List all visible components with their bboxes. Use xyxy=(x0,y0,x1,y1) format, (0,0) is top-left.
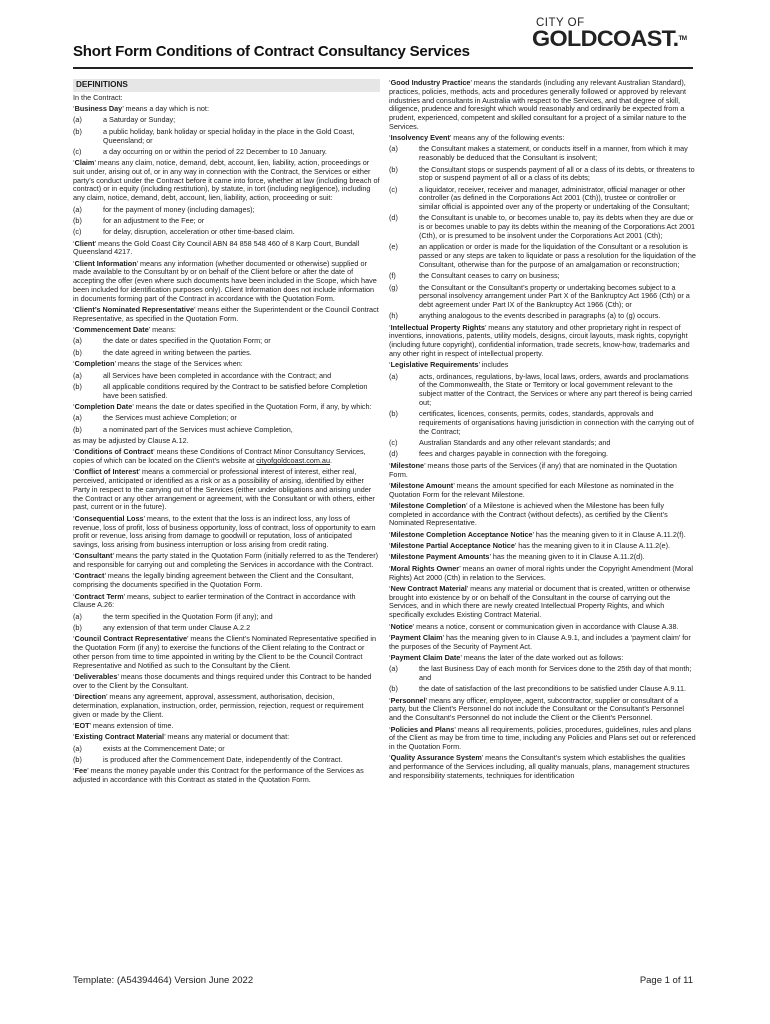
definition-term: Consultant xyxy=(74,551,113,561)
definition-text: ’ means, subject to earlier termination of the Contract in accordance with Clause A.26: xyxy=(73,591,356,610)
definition-milestone-amount: ‘Milestone Amount’ means the amount specified for each Milestone as nominated in the Quotation Form for the relevant Milestone. xyxy=(389,480,674,499)
definition-term: Payment Claim Date xyxy=(390,652,461,662)
list-text: the date of satisfaction of the last preconditions to be satisfied under Clause A.9.11. xyxy=(419,684,687,694)
definition-term: Policies and Plans xyxy=(390,724,455,734)
definition-text: ’ means any material or document that: xyxy=(164,732,290,742)
definition-conflict-of-interest: ‘Conflict of Interest’ means a commercial or professional interest of interest, either real, perceived, anticipated or identified as a risk or as a possibility of arising, identified by either Party in respect to the carrying out of the Services (either under obligations and arising under the Contract or any other arrangement or agreement, with the Consultant or with others, either past, current or in the future). xyxy=(73,467,375,512)
list-item xyxy=(73,414,380,423)
definition-term: Existing Contract Material xyxy=(74,732,165,742)
definition-new-contract-material: ‘New Contract Material’ means any material or document that is created, written or otherwise brought into existence by or on behalf of the Consultant in the course of carrying out the Services, and in which there are newly created Intellectual Property Rights, and which specifically excludes Existing Contract Material. xyxy=(389,583,691,620)
list-item xyxy=(389,410,696,436)
list-item xyxy=(389,284,696,310)
list-label: (a) xyxy=(73,115,82,125)
list-item xyxy=(389,665,696,683)
definition-term: Legislative Requirements xyxy=(390,360,479,370)
definition-term: Client xyxy=(74,238,95,248)
definition-text: ’ means the amount specified for each Milestone as nominated in the Quotation Form for the relevant Milestone. xyxy=(389,480,674,499)
list-label: (a) xyxy=(389,144,398,154)
left-column xyxy=(73,79,380,787)
definition-clients-nominated-representative: ‘Client’s Nominated Representative’ means either the Superintendent or the Council Contract Representative, as specified in the Quotation Form. xyxy=(73,305,379,323)
definition-text: ’ means a notice, consent or communication given in accordance with Clause A.38. xyxy=(412,621,679,631)
definition-term: Contract Term xyxy=(74,591,124,601)
definition-payment-claim-date: ‘Payment Claim Date’ means the later of the date worked out as follows: xyxy=(389,652,624,662)
definition-contract: ‘Contract’ means the legally binding agreement between the Client and the Consultant, comprising the documents specified in the Quotation Form. xyxy=(73,571,354,590)
definition-text: ’ has the meaning given to it in Clause A.11.2(f). xyxy=(532,529,686,539)
definition-text: ’ means the Gold Coast City Council ABN 84 858 548 460 of 8 Karp Court, Bundall Queensland 4217. xyxy=(73,238,360,257)
list-item xyxy=(389,243,696,269)
definition-text: ’ means the legally binding agreement between the Client and the Consultant, comprising the documents specified in the Quotation Form. xyxy=(73,571,354,590)
definition-term: Milestone xyxy=(390,460,425,470)
definition-text: ’ means any statutory and other proprietary right in respect of inventions, innovations, patents, utility models, designs, circuit layouts, mask rights, copyright (including future copyright), confidential information, trade secrets, know-how, trademarks and any other right in respect of intellectual property. xyxy=(389,322,690,358)
list-item xyxy=(73,206,380,215)
list-text: fees and charges payable in connection with the foregoing. xyxy=(419,449,609,459)
definition-term: Milestone Payment Amounts xyxy=(390,552,490,562)
logo-trademark: TM xyxy=(678,36,687,42)
definition-term: Council Contract Representative xyxy=(74,634,188,644)
list-label: (b) xyxy=(73,754,82,764)
definition-text: ’ means the Client’s Nominated Representative specified in the Quotation Form (if any) to exercise the functions of the Client relating to the Contract or other person from time to time appointed in writing by the Client to be the Council Contract Representative and Notified as such to the Consultant by the Client. xyxy=(73,634,377,670)
definition-text: ’ of a Milestone is achieved when the Milestone has been fully completed in accordance with the Contract (without defects), as certified by the Client’s Nominated Representative. xyxy=(389,500,668,528)
definition-text: ’ means all requirements, policies, procedures, guidelines, rules and plans of the Client as may be from time to time, including any Policies and Plans set out or referenced in the Quotation Form. xyxy=(389,724,696,752)
definition-term: Milestone Completion xyxy=(390,500,466,510)
definition-term: Client Information xyxy=(74,258,137,268)
list-text: for the payment of money (including damages); xyxy=(103,204,255,214)
definition-text: ’ means the Consultant’s system which establishes the qualities and performance of the Services including, all quality manuals, plans, management structures and responsibility statements, techniques for identification xyxy=(389,753,690,780)
list-item xyxy=(389,214,696,240)
definition-term: Notice xyxy=(390,621,413,631)
list-text: for delay, disruption, acceleration or other time-based claim. xyxy=(103,227,295,237)
definition-text: ’ means the party stated in the Quotation Form (initially referred to as the Tenderer) and responsible for carrying out and completing the Services in accordance with the Contract. xyxy=(73,551,379,570)
list-item xyxy=(389,272,696,281)
list-label: (d) xyxy=(389,213,398,223)
definition-term: Contract xyxy=(74,571,105,581)
definition-term: Conflict of Interest xyxy=(74,467,139,477)
definition-milestone-partial-acceptance-notice: ‘Milestone Partial Acceptance Notice’ has the meaning given to it in Clause A.11.2(e). xyxy=(389,541,671,551)
definition-term: Milestone Amount xyxy=(390,480,454,490)
list-item xyxy=(73,426,380,435)
list-item xyxy=(73,613,380,622)
list-label: (a) xyxy=(73,336,82,346)
city-of-gold-coast-logo xyxy=(532,17,692,49)
definition-consultant: ‘Consultant’ means the party stated in the Quotation Form (initially referred to as the Tenderer) and responsible for carrying out and completing the Services in accordance with the Contract. xyxy=(73,551,379,570)
website-link[interactable]: cityofgoldcoast.com.au xyxy=(256,456,330,466)
list-item xyxy=(73,349,380,358)
list-label: (b) xyxy=(389,409,398,419)
list-item xyxy=(73,337,380,346)
list-item xyxy=(389,186,696,212)
definition-text: ’ means a day which is not: xyxy=(122,104,209,114)
definition-term: Completion xyxy=(74,359,115,369)
list-label: (b) xyxy=(73,347,82,357)
list-label: (b) xyxy=(73,126,82,136)
definition-moral-rights-owner: ‘Moral Rights Owner’ means an owner of moral rights under the Copyright Amendment (Moral Rights) Act 2000 (Cth) in relation to the Services. xyxy=(389,563,693,582)
definition-term: Milestone Partial Acceptance Notice xyxy=(390,541,515,551)
definition-intellectual-property-rights: ‘Intellectual Property Rights’ means any statutory and other proprietary right in respect of inventions, innovations, patents, utility models, designs, circuit layouts, mask rights, copyright (including future copyright), confidential information, trade secrets, know-how, trademarks and any other right in respect of intellectual property. xyxy=(389,322,690,358)
definition-term: EOT xyxy=(74,720,90,730)
definition-term: Milestone Completion Acceptance Notice xyxy=(390,529,533,539)
list-label: (c) xyxy=(73,227,82,237)
list-label: (a) xyxy=(73,370,82,380)
list-item xyxy=(389,439,696,448)
definition-deliverables: ‘Deliverables’ means those documents and things required under this Contract to be handed over to the Client by the Consultant. xyxy=(73,671,372,690)
definition-term: Payment Claim xyxy=(390,632,443,642)
list-item xyxy=(73,383,380,401)
list-label: (a) xyxy=(73,611,82,621)
definition-direction: ‘Direction’ means any agreement, approval, assessment, authorisation, decision, determination, explanation, instruction, order, permission, rejection, request or requirement given or made by the Client. xyxy=(73,692,364,719)
definition-term: Moral Rights Owner xyxy=(390,563,460,573)
list-label: (b) xyxy=(73,381,82,391)
definition-text: ’ means extension of time. xyxy=(89,720,174,730)
list-label: (h) xyxy=(389,311,398,321)
definition-term: Intellectual Property Rights xyxy=(390,322,485,332)
list-text: exists at the Commencement Date; or xyxy=(103,743,225,753)
footer-page-number: Page 1 of 11 xyxy=(639,975,693,986)
definition-claim: ‘Claim’ means any claim, notice, demand, debt, account, lien, liability, action, proceedings or suit under, arising out of, or in any way in connection with the Contract, the Services or either party’s conduct under the Contract before it came into force, whether at law (including breach of contract) or in equity (including restitution), by statute, in tort (including negligence), including any claim, notice, demand, debt, account, lien, liability, action, proceeding or suit: xyxy=(73,158,380,203)
list-item xyxy=(389,685,696,694)
definition-text: ’ includes xyxy=(478,360,509,370)
definition-text: ’ means those parts of the Services (if any) that are nominated in the Quotation Form. xyxy=(389,460,677,479)
list-item xyxy=(389,312,696,321)
logo-wordmark: GOLDCOAST. xyxy=(532,26,679,51)
title-rule xyxy=(73,67,693,69)
list-item xyxy=(73,372,380,381)
definition-text: ’ means any agreement, approval, assessment, authorisation, decision, determination, explanation, instruction, order, permission, rejection, request or requirement given or made by the Client. xyxy=(73,692,364,719)
list-label: (b) xyxy=(389,164,398,174)
list-text: acts, ordinances, regulations, by-laws, local laws, orders, awards and proclamations of the Commonwealth, the State or Territory or local government relevant to the subject matter of the Contract, the Services or where any part thereof is being carried out; xyxy=(419,371,693,407)
list-text: any extension of that term under Clause A.2.2 xyxy=(103,622,251,632)
footer-template-version: Template: (A54394464) Version June 2022 xyxy=(73,975,254,986)
document-title: Short Form Conditions of Contract Consultancy Services xyxy=(73,43,470,60)
definition-text: ’ means the date or dates specified in the Quotation Form, if any, by which: xyxy=(132,401,372,411)
list-text: certificates, licences, consents, permits, codes, standards, approvals and requirements of organisations having jurisdiction in connection with the carrying out of the Contract; xyxy=(419,409,694,436)
definition-tail: as may be adjusted by Clause A.12. xyxy=(73,435,189,445)
definition-text: ’ means the later of the date worked out as follows: xyxy=(460,652,624,662)
definition-term: Client’s Nominated Representative xyxy=(74,305,195,315)
list-text: the Consultant makes a statement, or conducts itself in a manner, from which it may reasonably be deduced that the Consultant is insolvent; xyxy=(419,144,688,163)
list-label: (c) xyxy=(389,438,398,448)
definition-client: ‘Client’ means the Gold Coast City Council ABN 84 858 548 460 of 8 Karp Court, Bundall Queensland 4217. xyxy=(73,238,360,257)
list-label: (b) xyxy=(73,622,82,632)
list-text: all Services have been completed in accordance with the Contract; and xyxy=(103,370,332,380)
logo-name-text xyxy=(532,26,702,51)
list-label: (f) xyxy=(389,271,396,281)
definition-text: ’ means the standards (including any relevant Australian Standard), practices, policies, methods, acts and procedures generally followed or approved by relevant industries and consultants in Australia with respect to the Services, and that degree of skill, diligence, prudence and foresight which would reasonably and ordinarily be expected from a prudent, experienced, competent and skilled consultant for a project of a similar nature to the Services. xyxy=(389,78,687,131)
definition-term: Conditions of Contract xyxy=(74,447,154,457)
definition-term: Personnel xyxy=(390,695,426,705)
list-text: a day occurring on or within the period of 22 December to 10 January. xyxy=(103,146,327,156)
list-item xyxy=(73,228,380,237)
definition-term: Consequential Loss xyxy=(74,513,144,523)
intro-text: In the Contract: xyxy=(73,92,123,102)
definition-text: ’ means these Conditions of Contract Minor Consultancy Services, copies of which can be located on the Client’s website at xyxy=(73,447,366,466)
definitions-heading: DEFINITIONS xyxy=(73,79,380,92)
list-text: a Saturday or Sunday; xyxy=(103,115,176,125)
definition-term: Completion Date xyxy=(74,401,133,411)
definition-eot: ‘EOT’ means extension of time. xyxy=(73,720,174,730)
list-text: the Services must achieve Completion; or xyxy=(103,413,237,423)
definition-text: ’ means any claim, notice, demand, debt, account, lien, liability, action, proceedings or suit under, arising out of, or in any way in connection with the Contract, the Services or either party’s conduct under the Contract before it came into force, whether at law (including breach of contract) or in equity (including restitution), by statute, in tort (including negligence), including any claim, notice, demand, debt, account, lien, liability, action, proceeding or suit: xyxy=(73,158,380,203)
list-text: the term specified in the Quotation Form (if any); and xyxy=(103,611,273,621)
definition-term: Claim xyxy=(74,158,95,168)
list-item xyxy=(73,745,380,754)
definition-quality-assurance-system: ‘Quality Assurance System’ means the Consultant’s system which establishes the qualities and performance of the Services including, all quality manuals, plans, management structures and responsibility statements, techniques for identification xyxy=(389,753,690,780)
definition-milestone: ‘Milestone’ means those parts of the Services (if any) that are nominated in the Quotation Form. xyxy=(389,460,677,479)
list-text: a public holiday, bank holiday or special holiday in the place in the Gold Coast, Queensland; or xyxy=(103,126,355,145)
definition-business-day: ‘Business Day’ means a day which is not: xyxy=(73,104,209,114)
definition-completion-date: ‘Completion Date’ means the date or dates specified in the Quotation Form, if any, by which: xyxy=(73,401,372,411)
definition-text: ’ means the stage of the Services when: xyxy=(114,359,243,369)
list-text: the date agreed in writing between the parties. xyxy=(103,347,252,357)
list-text: the Consultant or the Consultant’s property or undertaking becomes subject to a personal insolvency arrangement under Part X of the Bankruptcy Act 1966 (Cth) or a debt agreement under Part IX of the Bankruptcy Act 1966 (Cth); or xyxy=(419,282,690,309)
definition-text-end: . xyxy=(330,456,333,466)
definition-legislative-requirements: ‘Legislative Requirements’ includes xyxy=(389,360,509,370)
definition-text: ’ has the meaning given to it in Clause A.11.2(e). xyxy=(514,541,671,551)
definition-contract-term: ‘Contract Term’ means, subject to earlier termination of the Contract in accordance with Clause A.26: xyxy=(73,591,356,610)
list-text: anything analogous to the events described in paragraphs (a) to (g) occurs. xyxy=(419,311,661,321)
definition-term: Good Industry Practice xyxy=(390,78,471,87)
list-label: (g) xyxy=(389,282,398,292)
definition-existing-contract-material: ‘Existing Contract Material’ means any material or document that: xyxy=(73,732,290,742)
definition-payment-claim: ‘Payment Claim’ has the meaning given to in Clause A.9.1, and includes a ‘payment claim’ for the purposes of the Security of Payment Act. xyxy=(389,632,691,651)
list-label: (b) xyxy=(73,424,82,434)
definition-good-industry-practice: ‘Good Industry Practice’ means the standards (including any relevant Australian Standard), practices, policies, methods, acts and procedures generally followed or approved by relevant industries and consultants in Australia with respect to the Services, and that degree of skill, diligence, prudence and foresight which would reasonably and ordinarily be expected from a prudent, experienced, competent and skilled consultant for a project of a similar nature to the Services. xyxy=(389,78,687,131)
definition-term: Deliverables xyxy=(74,671,118,681)
definition-text: ’ means any information (whether documented or otherwise) supplied or made available to the Consultant by or on behalf of the Client before or after the date of accepting the offer (even where such documents have been included in the Scope, which have been included for identification purposes only). Client Information does not include information in documents forming part of the Contract in accordance with the Quotation Form. xyxy=(73,258,377,303)
list-text: Australian Standards and any other relevant standards; and xyxy=(419,438,611,448)
definition-insolvency-event: ‘Insolvency Event’ means any of the following events: xyxy=(389,133,565,143)
definition-consequential-loss: ‘Consequential Loss’ means, to the extent that the loss is an indirect loss, any loss of revenue, loss of profit, loss of business opportunity, loss of contract, loss of opportunity to earn profit or revenue, loss arising from damage to goodwill or reputation, loss of anticipated savings, loss arising from business interruption or loss arising from credit rating. xyxy=(73,513,376,549)
definition-text: ’ means, to the extent that the loss is an indirect loss, any loss of revenue, loss of profit, loss of business opportunity, loss of contract, loss of opportunity to earn profit or revenue, loss arising from damage to goodwill or reputation, loss of anticipated savings, loss arising from business interruption or loss arising from credit rating. xyxy=(73,513,376,549)
list-text: the Consultant is unable to, or becomes unable to, pay its debts when they are due or is or becomes unable to pay its debts within the meaning of the Corporations Act 2001 (Cth), or is presumed to be insolvent under the Corporations Act 2001 (Cth); xyxy=(419,213,696,240)
list-text: an application or order is made for the liquidation of the Consultant or a resolution is passed or any steps are taken to liquidate or pass a resolution for the liquidation of the Consultant, otherwise than for the purpose of an amalgamation or reconstruction; xyxy=(419,242,696,269)
definition-text: ’ means any material or document that is created, written or otherwise brought into existence by or on behalf of the Consultant in the course of carrying out the Services, and in which there are newly created Intellectual Property Rights, and which specifically excludes Existing Contract Material. xyxy=(389,583,691,620)
definition-text: ’ means either the Superintendent or the Council Contract Representative, as specified in the Quotation Form. xyxy=(73,305,379,323)
list-label: (a) xyxy=(73,743,82,753)
definition-text: ’ means: xyxy=(148,325,176,335)
list-label: (a) xyxy=(73,413,82,423)
definition-text: ’ has the meaning given to in Clause A.9.1, and includes a ‘payment claim’ for the purposes of the Security of Payment Act. xyxy=(389,632,691,651)
list-item xyxy=(73,128,380,146)
definition-text: ’ means a commercial or professional interest of interest, either real, perceived, anticipated or identified as a risk or as a possibility of arising, identified by either Party in respect to the carrying out of the Services (either under obligations and arising under the Contract or any other arrangement or agreement, with the Consultant or with others, either past, current or in the future). xyxy=(73,467,375,512)
definition-notice: ‘Notice’ means a notice, consent or communication given in accordance with Clause A.38. xyxy=(389,621,679,631)
definition-text: ’ has the meaning given to it in Clause A.11.2(d). xyxy=(489,552,645,562)
list-text: the last Business Day of each month for Services done to the 25th day of that month; and xyxy=(419,664,692,683)
logo-city-text: CITY OF xyxy=(536,17,585,29)
definition-fee: ‘Fee’ means the money payable under this Contract for the performance of the Services as adjusted in accordance with this Contract as stated in the Quotation Form. xyxy=(73,766,364,784)
list-label: (a) xyxy=(389,664,398,674)
definition-term: Commencement Date xyxy=(74,325,149,335)
list-item xyxy=(389,145,696,163)
definition-milestone-completion: ‘Milestone Completion’ of a Milestone is achieved when the Milestone has been fully completed in accordance with the Contract (without defects), as certified by the Client’s Nominated Representative. xyxy=(389,500,668,528)
definition-client-information: ‘Client Information’ means any information (whether documented or otherwise) supplied or made available to the Consultant by or on behalf of the Client before or after the date of accepting the offer (even where such documents have been included in the Scope, which have been included for identification purposes only). Client Information does not include information in documents forming part of the Contract in accordance with the Quotation Form. xyxy=(73,258,377,303)
list-item xyxy=(389,450,696,459)
definition-commencement-date: ‘Commencement Date’ means: xyxy=(73,325,176,335)
list-label: (d) xyxy=(389,449,398,459)
definition-council-contract-representative: ‘Council Contract Representative’ means the Client’s Nominated Representative specified in the Quotation Form (if any) to exercise the functions of the Client relating to the Contract or other person from time to time appointed in writing by the Client to be the Council Contract Representative and Notified as such to the Consultant by the Client. xyxy=(73,634,377,670)
list-label: (c) xyxy=(73,146,82,156)
definition-personnel: ‘Personnel’ means any officer, employee, agent, subcontractor, supplier or consultant of a party, but the Client’s Personnel do not include the Consultant or the Consultant’s Personnel and the Consultant’s Personnel do not include the Client or the Client’s Personnel. xyxy=(389,695,685,723)
definition-term: Direction xyxy=(74,692,107,701)
definition-text: ’ means an owner of moral rights under the Copyright Amendment (Moral Rights) Act 2000 (Cth) in relation to the Services. xyxy=(389,563,693,582)
list-label: (e) xyxy=(389,242,398,252)
list-label: (b) xyxy=(73,215,82,225)
definition-completion: ‘Completion’ means the stage of the Services when: xyxy=(73,359,243,369)
list-item xyxy=(73,756,380,765)
list-text: all applicable conditions required by the Contract to be satisfied before Completion have been satisfied. xyxy=(103,381,368,400)
definition-term: Quality Assurance System xyxy=(390,753,482,763)
list-item xyxy=(73,116,380,125)
definition-term: Insolvency Event xyxy=(390,133,450,143)
list-text: the Consultant ceases to carry on business; xyxy=(419,271,560,281)
list-text: the date or dates specified in the Quotation Form; or xyxy=(103,336,271,346)
list-label: (c) xyxy=(389,184,398,194)
definition-text: ’ means the money payable under this Contract for the performance of the Services as adjusted in accordance with this Contract as stated in the Quotation Form. xyxy=(73,766,364,784)
definition-milestone-completion-acceptance-notice: ‘Milestone Completion Acceptance Notice’ has the meaning given to it in Clause A.11.2(f). xyxy=(389,529,686,539)
list-text: a liquidator, receiver, receiver and manager, administrator, official manager or other controller (as defined in the Corporations Act 2001 (Cth)), trustee or controller or similar official is appointed over any of the property or undertaking of the Consultant; xyxy=(419,184,690,212)
definition-policies-and-plans: ‘Policies and Plans’ means all requirements, policies, procedures, guidelines, rules and plans of the Client as may be from time to time, including any Policies and Plans set out or referenced in the Quotation Form. xyxy=(389,724,696,752)
list-item xyxy=(73,148,380,157)
list-text: is produced after the Commencement Date, independently of the Contract. xyxy=(103,754,343,764)
definition-text: ’ means those documents and things required under this Contract to be handed over to the Client by the Consultant. xyxy=(73,671,372,690)
list-text: a nominated part of the Services must achieve Completion, xyxy=(103,424,293,434)
list-item xyxy=(73,624,380,633)
list-text: the Consultant stops or suspends payment of all or a class of its debts, or threatens to stop or suspend payment of all or a class of its debts; xyxy=(419,164,695,183)
definition-term: Business Day xyxy=(74,104,123,114)
list-label: (a) xyxy=(389,371,398,381)
list-item xyxy=(73,217,380,226)
list-label: (b) xyxy=(389,684,398,694)
definition-conditions-of-contract: ‘Conditions of Contract’ means these Conditions of Contract Minor Consultancy Services, copies of which can be located on the Client’s website at cityofgoldcoast.com.au. xyxy=(73,447,366,466)
right-column xyxy=(389,79,696,783)
list-text: for an adjustment to the Fee; or xyxy=(103,215,205,225)
list-item xyxy=(389,373,696,408)
definition-text: ’ means any of the following events: xyxy=(449,133,565,143)
list-label: (a) xyxy=(73,204,82,214)
definition-text: ’ means any officer, employee, agent, subcontractor, supplier or consultant of a party, but the Client’s Personnel do not include the Consultant or the Consultant’s Personnel and the Consultant’s Personnel do not include the Client or the Client’s Personnel. xyxy=(389,695,685,723)
definition-term: New Contract Material xyxy=(390,583,467,593)
list-item xyxy=(389,166,696,184)
definition-term: Fee xyxy=(74,766,88,776)
definition-milestone-payment-amounts: ‘Milestone Payment Amounts’ has the meaning given to it in Clause A.11.2(d). xyxy=(389,552,645,562)
